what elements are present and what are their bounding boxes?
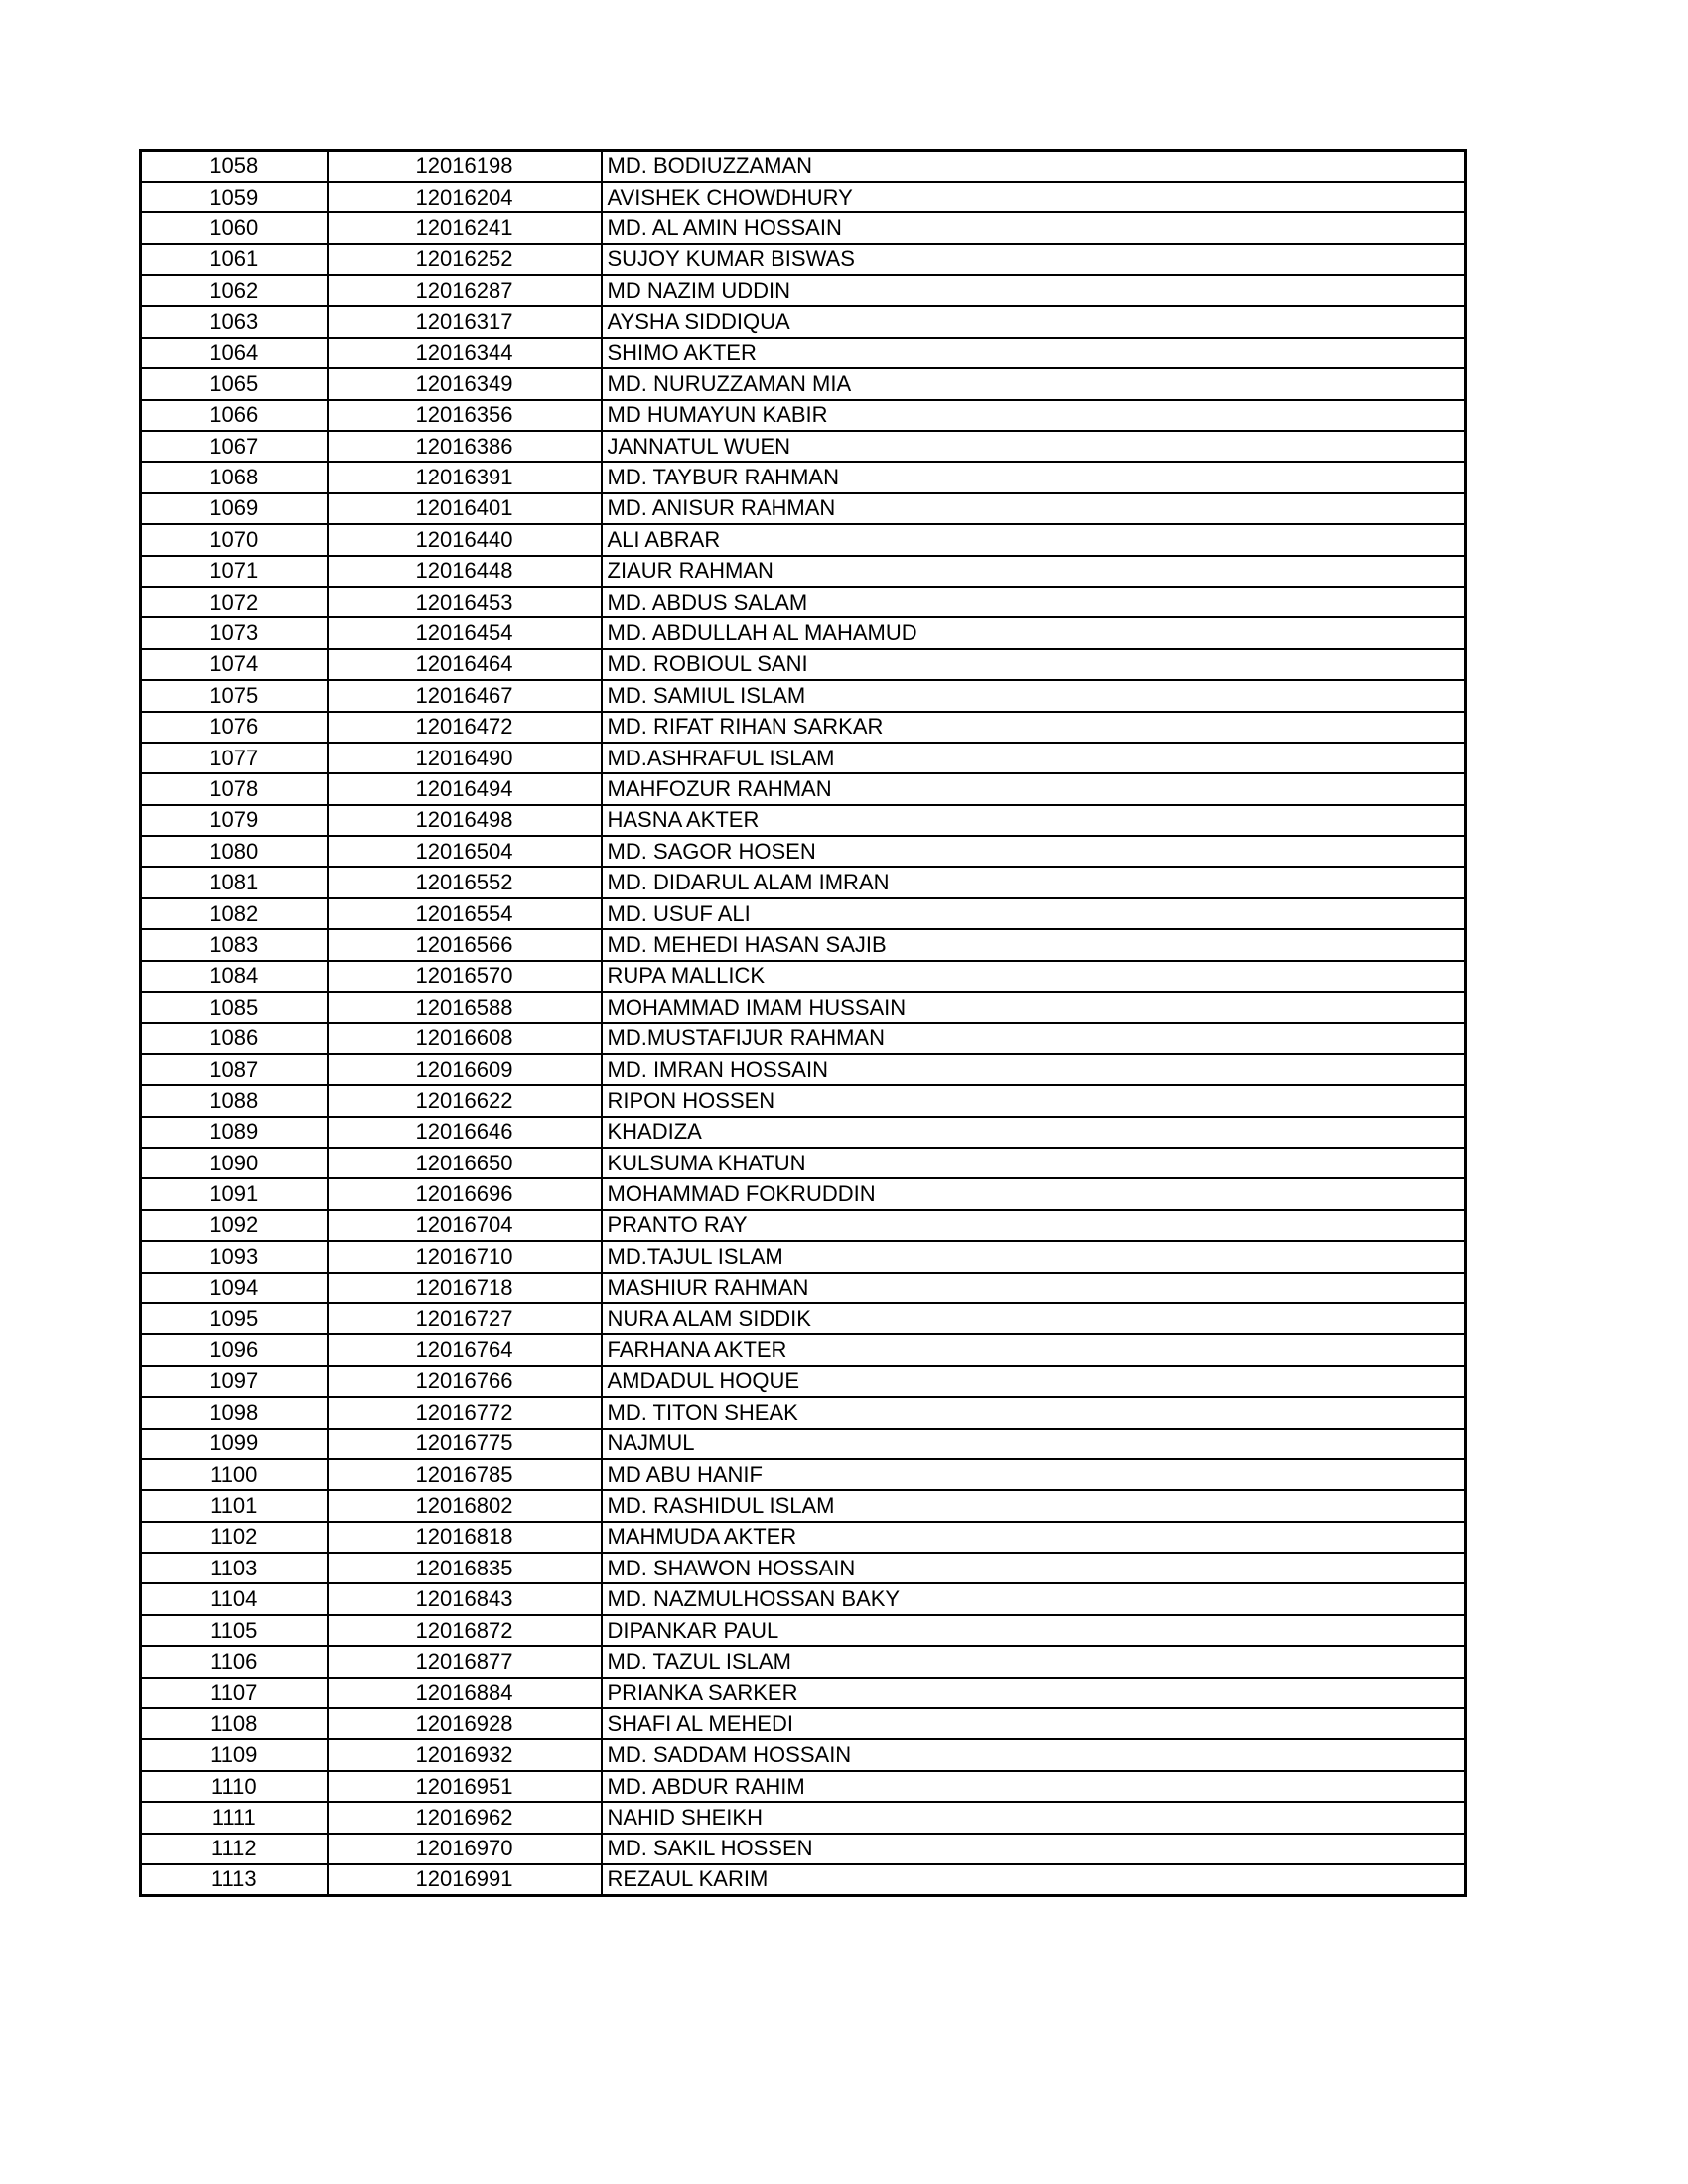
roll-number-cell: 12016608 bbox=[328, 1023, 602, 1053]
candidate-name-cell: MD. ANISUR RAHMAN bbox=[602, 493, 1466, 524]
table-row bbox=[141, 368, 1466, 399]
candidate-name-cell: RUPA MALLICK bbox=[602, 961, 1466, 992]
serial-number-cell: 1062 bbox=[141, 275, 328, 306]
candidate-name-cell: SHIMO AKTER bbox=[602, 338, 1466, 368]
roll-number-cell: 12016454 bbox=[328, 617, 602, 648]
candidate-name-cell: MD. RASHIDUL ISLAM bbox=[602, 1490, 1466, 1521]
serial-number-cell: 1066 bbox=[141, 400, 328, 431]
table-row bbox=[141, 680, 1466, 711]
table-row bbox=[141, 1023, 1466, 1053]
serial-number-cell: 1100 bbox=[141, 1459, 328, 1490]
table-row bbox=[141, 1334, 1466, 1365]
candidate-name-cell: MD NAZIM UDDIN bbox=[602, 275, 1466, 306]
roll-number-cell: 12016764 bbox=[328, 1334, 602, 1365]
table-row bbox=[141, 929, 1466, 960]
candidate-name-cell: MD. SHAWON HOSSAIN bbox=[602, 1553, 1466, 1583]
candidate-name-cell: KULSUMA KHATUN bbox=[602, 1148, 1466, 1178]
serial-number-cell: 1092 bbox=[141, 1210, 328, 1241]
table-row bbox=[141, 773, 1466, 804]
roll-number-cell: 12016588 bbox=[328, 992, 602, 1023]
table-row bbox=[141, 524, 1466, 555]
candidate-name-cell: MD ABU HANIF bbox=[602, 1459, 1466, 1490]
candidate-name-cell: MD. ABDUR RAHIM bbox=[602, 1771, 1466, 1802]
roll-number-cell: 12016802 bbox=[328, 1490, 602, 1521]
candidate-name-cell: DIPANKAR PAUL bbox=[602, 1615, 1466, 1646]
table-row bbox=[141, 1646, 1466, 1677]
candidate-name-cell: KHADIZA bbox=[602, 1117, 1466, 1148]
roll-number-cell: 12016472 bbox=[328, 712, 602, 743]
table-row bbox=[141, 1148, 1466, 1178]
serial-number-cell: 1081 bbox=[141, 867, 328, 897]
roll-number-cell: 12016772 bbox=[328, 1397, 602, 1428]
candidate-name-cell: MD. BODIUZZAMAN bbox=[602, 151, 1466, 182]
roll-number-cell: 12016727 bbox=[328, 1303, 602, 1334]
table-row bbox=[141, 836, 1466, 867]
roll-number-cell: 12016494 bbox=[328, 773, 602, 804]
table-row bbox=[141, 1708, 1466, 1739]
table-row bbox=[141, 431, 1466, 462]
serial-number-cell: 1111 bbox=[141, 1802, 328, 1833]
candidate-name-cell: SUJOY KUMAR BISWAS bbox=[602, 244, 1466, 275]
candidate-name-cell: MAHFOZUR RAHMAN bbox=[602, 773, 1466, 804]
roll-number-cell: 12016646 bbox=[328, 1117, 602, 1148]
candidate-name-cell: ALI ABRAR bbox=[602, 524, 1466, 555]
table-row bbox=[141, 992, 1466, 1023]
roll-number-cell: 12016650 bbox=[328, 1148, 602, 1178]
serial-number-cell: 1073 bbox=[141, 617, 328, 648]
serial-number-cell: 1098 bbox=[141, 1397, 328, 1428]
candidate-name-cell: AYSHA SIDDIQUA bbox=[602, 306, 1466, 337]
roll-number-cell: 12016718 bbox=[328, 1273, 602, 1303]
candidate-name-cell: MD. MEHEDI HASAN SAJIB bbox=[602, 929, 1466, 960]
table-row bbox=[141, 649, 1466, 680]
serial-number-cell: 1067 bbox=[141, 431, 328, 462]
roll-number-cell: 12016464 bbox=[328, 649, 602, 680]
candidate-name-cell: MD. DIDARUL ALAM IMRAN bbox=[602, 867, 1466, 897]
table-row bbox=[141, 1583, 1466, 1614]
candidate-name-cell: AVISHEK CHOWDHURY bbox=[602, 182, 1466, 212]
roll-number-cell: 12016872 bbox=[328, 1615, 602, 1646]
serial-number-cell: 1107 bbox=[141, 1678, 328, 1708]
serial-number-cell: 1080 bbox=[141, 836, 328, 867]
candidate-name-cell: MOHAMMAD IMAM HUSSAIN bbox=[602, 992, 1466, 1023]
serial-number-cell: 1070 bbox=[141, 524, 328, 555]
serial-number-cell: 1061 bbox=[141, 244, 328, 275]
table-row bbox=[141, 306, 1466, 337]
serial-number-cell: 1112 bbox=[141, 1834, 328, 1864]
candidate-name-cell: NURA ALAM SIDDIK bbox=[602, 1303, 1466, 1334]
serial-number-cell: 1091 bbox=[141, 1178, 328, 1209]
serial-number-cell: 1110 bbox=[141, 1771, 328, 1802]
candidate-name-cell: MASHIUR RAHMAN bbox=[602, 1273, 1466, 1303]
serial-number-cell: 1076 bbox=[141, 712, 328, 743]
results-table-body bbox=[141, 151, 1466, 1896]
table-row bbox=[141, 743, 1466, 773]
serial-number-cell: 1088 bbox=[141, 1085, 328, 1116]
serial-number-cell: 1099 bbox=[141, 1429, 328, 1459]
serial-number-cell: 1063 bbox=[141, 306, 328, 337]
candidate-name-cell: MD.MUSTAFIJUR RAHMAN bbox=[602, 1023, 1466, 1053]
table-row bbox=[141, 244, 1466, 275]
candidate-name-cell: MD. SAMIUL ISLAM bbox=[602, 680, 1466, 711]
table-row bbox=[141, 1085, 1466, 1116]
roll-number-cell: 12016349 bbox=[328, 368, 602, 399]
serial-number-cell: 1108 bbox=[141, 1708, 328, 1739]
table-row bbox=[141, 1864, 1466, 1895]
roll-number-cell: 12016386 bbox=[328, 431, 602, 462]
roll-number-cell: 12016198 bbox=[328, 151, 602, 182]
table-row bbox=[141, 1615, 1466, 1646]
serial-number-cell: 1113 bbox=[141, 1864, 328, 1895]
roll-number-cell: 12016962 bbox=[328, 1802, 602, 1833]
serial-number-cell: 1096 bbox=[141, 1334, 328, 1365]
serial-number-cell: 1075 bbox=[141, 680, 328, 711]
candidate-name-cell: MD HUMAYUN KABIR bbox=[602, 400, 1466, 431]
table-row bbox=[141, 1273, 1466, 1303]
roll-number-cell: 12016566 bbox=[328, 929, 602, 960]
serial-number-cell: 1069 bbox=[141, 493, 328, 524]
serial-number-cell: 1106 bbox=[141, 1646, 328, 1677]
roll-number-cell: 12016554 bbox=[328, 898, 602, 929]
candidate-name-cell: MD. IMRAN HOSSAIN bbox=[602, 1054, 1466, 1085]
roll-number-cell: 12016775 bbox=[328, 1429, 602, 1459]
serial-number-cell: 1102 bbox=[141, 1522, 328, 1553]
table-row bbox=[141, 1429, 1466, 1459]
serial-number-cell: 1104 bbox=[141, 1583, 328, 1614]
table-row bbox=[141, 1739, 1466, 1770]
candidate-name-cell: MD. TITON SHEAK bbox=[602, 1397, 1466, 1428]
table-row bbox=[141, 1553, 1466, 1583]
table-row bbox=[141, 1522, 1466, 1553]
table-row bbox=[141, 961, 1466, 992]
table-row bbox=[141, 275, 1466, 306]
serial-number-cell: 1060 bbox=[141, 212, 328, 243]
table-row bbox=[141, 898, 1466, 929]
candidate-name-cell: MD. ABDULLAH AL MAHAMUD bbox=[602, 617, 1466, 648]
roll-number-cell: 12016785 bbox=[328, 1459, 602, 1490]
candidate-name-cell: MD. USUF ALI bbox=[602, 898, 1466, 929]
serial-number-cell: 1084 bbox=[141, 961, 328, 992]
serial-number-cell: 1090 bbox=[141, 1148, 328, 1178]
table-row bbox=[141, 462, 1466, 492]
roll-number-cell: 12016504 bbox=[328, 836, 602, 867]
serial-number-cell: 1058 bbox=[141, 151, 328, 182]
roll-number-cell: 12016356 bbox=[328, 400, 602, 431]
roll-number-cell: 12016552 bbox=[328, 867, 602, 897]
roll-number-cell: 12016710 bbox=[328, 1241, 602, 1272]
candidate-name-cell: MD. SAGOR HOSEN bbox=[602, 836, 1466, 867]
candidate-name-cell: FARHANA AKTER bbox=[602, 1334, 1466, 1365]
candidate-name-cell: MD. TAZUL ISLAM bbox=[602, 1646, 1466, 1677]
roll-number-cell: 12016877 bbox=[328, 1646, 602, 1677]
table-row bbox=[141, 1054, 1466, 1085]
roll-number-cell: 12016884 bbox=[328, 1678, 602, 1708]
table-row bbox=[141, 212, 1466, 243]
roll-number-cell: 12016835 bbox=[328, 1553, 602, 1583]
roll-number-cell: 12016448 bbox=[328, 556, 602, 587]
candidate-name-cell: MOHAMMAD FOKRUDDIN bbox=[602, 1178, 1466, 1209]
results-table bbox=[139, 149, 1467, 1897]
serial-number-cell: 1059 bbox=[141, 182, 328, 212]
serial-number-cell: 1079 bbox=[141, 805, 328, 836]
candidate-name-cell: MD. NAZMULHOSSAN BAKY bbox=[602, 1583, 1466, 1614]
serial-number-cell: 1078 bbox=[141, 773, 328, 804]
table-row bbox=[141, 1459, 1466, 1490]
serial-number-cell: 1065 bbox=[141, 368, 328, 399]
candidate-name-cell: NAHID SHEIKH bbox=[602, 1802, 1466, 1833]
table-row bbox=[141, 805, 1466, 836]
serial-number-cell: 1093 bbox=[141, 1241, 328, 1272]
table-row bbox=[141, 151, 1466, 182]
table-row bbox=[141, 556, 1466, 587]
table-row bbox=[141, 1303, 1466, 1334]
roll-number-cell: 12016287 bbox=[328, 275, 602, 306]
candidate-name-cell: MD. AL AMIN HOSSAIN bbox=[602, 212, 1466, 243]
serial-number-cell: 1095 bbox=[141, 1303, 328, 1334]
table-row bbox=[141, 400, 1466, 431]
serial-number-cell: 1087 bbox=[141, 1054, 328, 1085]
table-row bbox=[141, 867, 1466, 897]
roll-number-cell: 12016453 bbox=[328, 587, 602, 617]
serial-number-cell: 1103 bbox=[141, 1553, 328, 1583]
roll-number-cell: 12016241 bbox=[328, 212, 602, 243]
serial-number-cell: 1074 bbox=[141, 649, 328, 680]
roll-number-cell: 12016932 bbox=[328, 1739, 602, 1770]
roll-number-cell: 12016252 bbox=[328, 244, 602, 275]
candidate-name-cell: MD.TAJUL ISLAM bbox=[602, 1241, 1466, 1272]
roll-number-cell: 12016622 bbox=[328, 1085, 602, 1116]
serial-number-cell: 1086 bbox=[141, 1023, 328, 1053]
candidate-name-cell: MD. NURUZZAMAN MIA bbox=[602, 368, 1466, 399]
table-row bbox=[141, 1397, 1466, 1428]
roll-number-cell: 12016490 bbox=[328, 743, 602, 773]
roll-number-cell: 12016951 bbox=[328, 1771, 602, 1802]
candidate-name-cell: SHAFI AL MEHEDI bbox=[602, 1708, 1466, 1739]
roll-number-cell: 12016498 bbox=[328, 805, 602, 836]
candidate-name-cell: MD. RIFAT RIHAN SARKAR bbox=[602, 712, 1466, 743]
serial-number-cell: 1101 bbox=[141, 1490, 328, 1521]
serial-number-cell: 1077 bbox=[141, 743, 328, 773]
serial-number-cell: 1068 bbox=[141, 462, 328, 492]
serial-number-cell: 1094 bbox=[141, 1273, 328, 1303]
table-row bbox=[141, 1178, 1466, 1209]
roll-number-cell: 12016317 bbox=[328, 306, 602, 337]
candidate-name-cell: ZIAUR RAHMAN bbox=[602, 556, 1466, 587]
roll-number-cell: 12016696 bbox=[328, 1178, 602, 1209]
candidate-name-cell: MD. SADDAM HOSSAIN bbox=[602, 1739, 1466, 1770]
candidate-name-cell: REZAUL KARIM bbox=[602, 1864, 1466, 1895]
candidate-name-cell: AMDADUL HOQUE bbox=[602, 1366, 1466, 1397]
roll-number-cell: 12016609 bbox=[328, 1054, 602, 1085]
table-row bbox=[141, 617, 1466, 648]
serial-number-cell: 1105 bbox=[141, 1615, 328, 1646]
roll-number-cell: 12016704 bbox=[328, 1210, 602, 1241]
roll-number-cell: 12016928 bbox=[328, 1708, 602, 1739]
roll-number-cell: 12016766 bbox=[328, 1366, 602, 1397]
roll-number-cell: 12016991 bbox=[328, 1864, 602, 1895]
candidate-name-cell: MD. ROBIOUL SANI bbox=[602, 649, 1466, 680]
table-row bbox=[141, 1834, 1466, 1864]
serial-number-cell: 1089 bbox=[141, 1117, 328, 1148]
candidate-name-cell: MD. SAKIL HOSSEN bbox=[602, 1834, 1466, 1864]
table-row bbox=[141, 493, 1466, 524]
serial-number-cell: 1083 bbox=[141, 929, 328, 960]
table-row bbox=[141, 712, 1466, 743]
roll-number-cell: 12016204 bbox=[328, 182, 602, 212]
roll-number-cell: 12016440 bbox=[328, 524, 602, 555]
candidate-name-cell: HASNA AKTER bbox=[602, 805, 1466, 836]
table-row bbox=[141, 1771, 1466, 1802]
candidate-name-cell: MAHMUDA AKTER bbox=[602, 1522, 1466, 1553]
table-row bbox=[141, 1366, 1466, 1397]
candidate-name-cell: PRANTO RAY bbox=[602, 1210, 1466, 1241]
serial-number-cell: 1109 bbox=[141, 1739, 328, 1770]
candidate-name-cell: PRIANKA SARKER bbox=[602, 1678, 1466, 1708]
roll-number-cell: 12016843 bbox=[328, 1583, 602, 1614]
table-row bbox=[141, 182, 1466, 212]
candidate-name-cell: MD. ABDUS SALAM bbox=[602, 587, 1466, 617]
serial-number-cell: 1097 bbox=[141, 1366, 328, 1397]
roll-number-cell: 12016401 bbox=[328, 493, 602, 524]
table-row bbox=[141, 1678, 1466, 1708]
candidate-name-cell: NAJMUL bbox=[602, 1429, 1466, 1459]
table-row bbox=[141, 1802, 1466, 1833]
table-row bbox=[141, 1117, 1466, 1148]
roll-number-cell: 12016467 bbox=[328, 680, 602, 711]
roll-number-cell: 12016391 bbox=[328, 462, 602, 492]
candidate-name-cell: JANNATUL WUEN bbox=[602, 431, 1466, 462]
candidate-name-cell: MD.ASHRAFUL ISLAM bbox=[602, 743, 1466, 773]
serial-number-cell: 1072 bbox=[141, 587, 328, 617]
serial-number-cell: 1071 bbox=[141, 556, 328, 587]
roll-number-cell: 12016818 bbox=[328, 1522, 602, 1553]
candidate-name-cell: RIPON HOSSEN bbox=[602, 1085, 1466, 1116]
serial-number-cell: 1085 bbox=[141, 992, 328, 1023]
serial-number-cell: 1082 bbox=[141, 898, 328, 929]
table-row bbox=[141, 1490, 1466, 1521]
table-row bbox=[141, 1241, 1466, 1272]
roll-number-cell: 12016344 bbox=[328, 338, 602, 368]
roll-number-cell: 12016570 bbox=[328, 961, 602, 992]
table-row bbox=[141, 338, 1466, 368]
candidate-name-cell: MD. TAYBUR RAHMAN bbox=[602, 462, 1466, 492]
roll-number-cell: 12016970 bbox=[328, 1834, 602, 1864]
table-row bbox=[141, 587, 1466, 617]
serial-number-cell: 1064 bbox=[141, 338, 328, 368]
table-row bbox=[141, 1210, 1466, 1241]
